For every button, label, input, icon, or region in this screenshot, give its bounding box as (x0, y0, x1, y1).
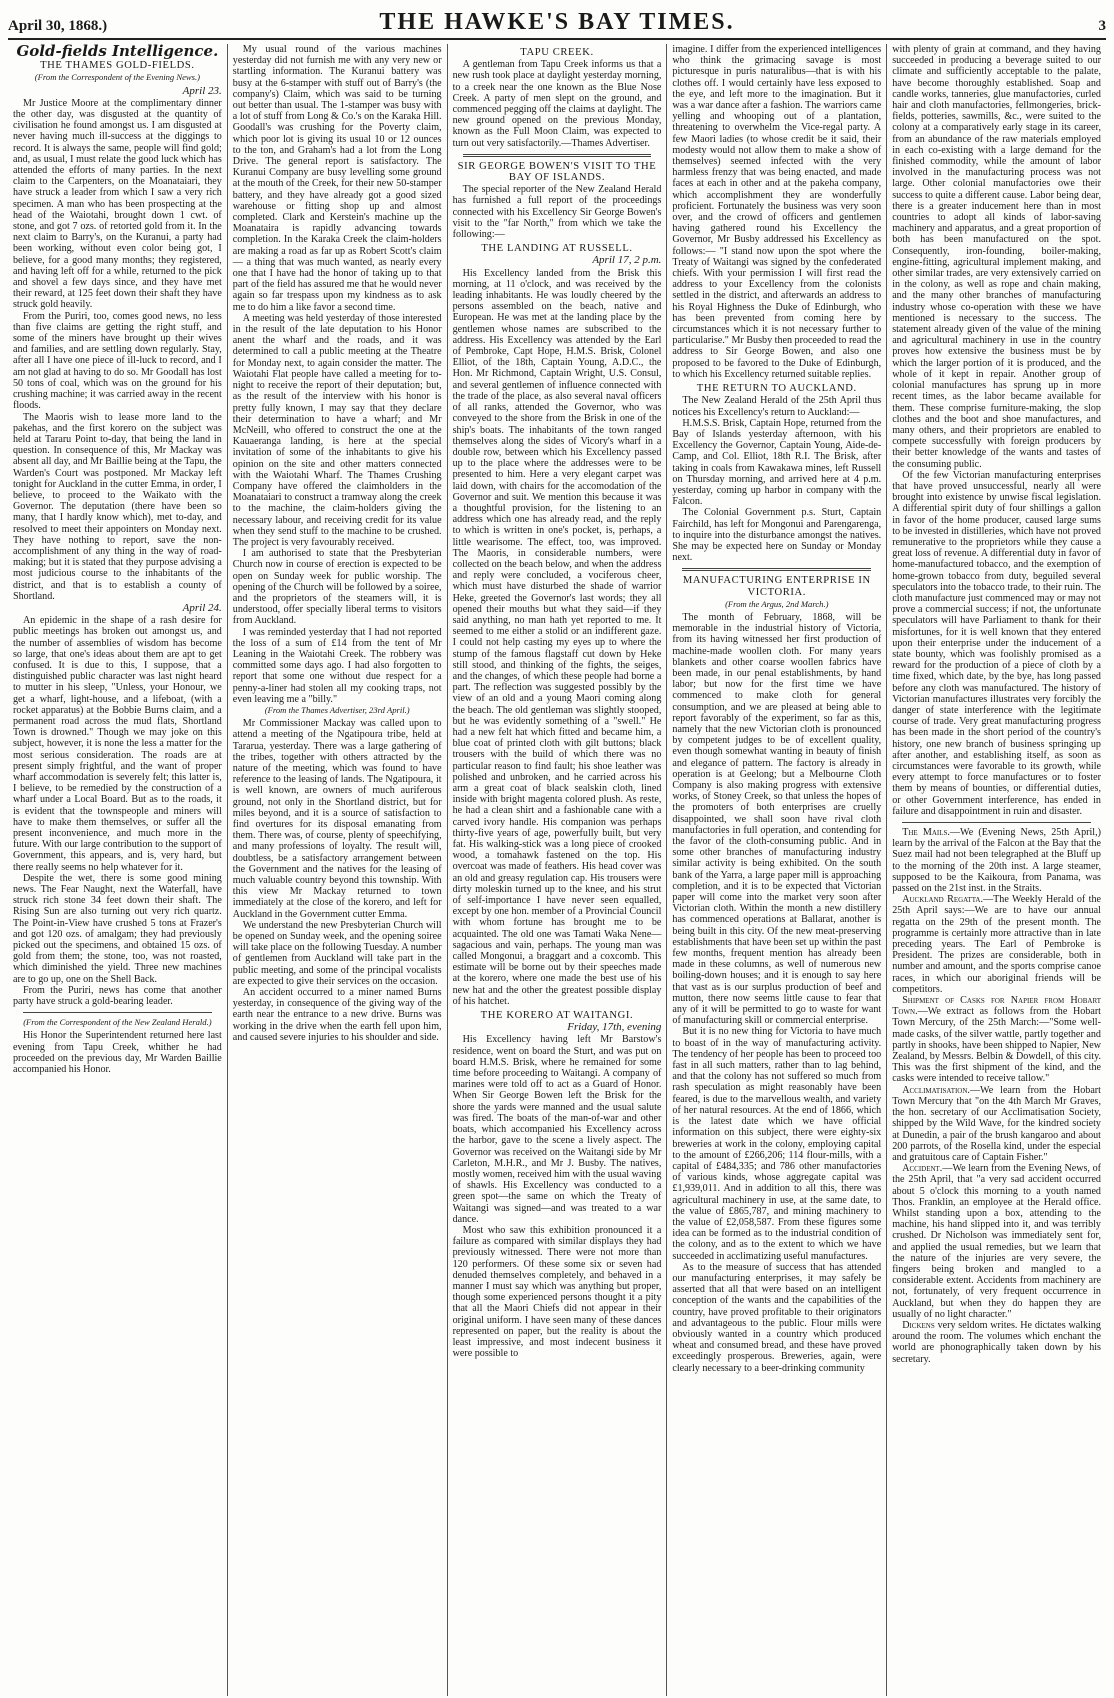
newspaper-title: THE HAWKE'S BAY TIMES. (379, 9, 735, 35)
dateline: April 17, 2 p.m. (592, 254, 662, 267)
article-heading-thames: THE THAMES GOLD-FIELDS. (40, 60, 195, 72)
paragraph: H.M.S.S. Brisk, Captain Hope, returned from the Bay of Islands yesterday afternoon, with his Excellency the Governor, Captain Young, Aide-de-Camp, and Col. Elliot, 18th R.I. The Brisk, after taking in coals from Kawakawa mines, left Russell on Thursday morning, and arrived here at 4 p.m. yesterday, coming up harbor in company with the Falcon. (672, 417, 882, 508)
dateline: April 24. (182, 601, 222, 614)
paragraph: His Excellency having left Mr Barstow's residence, went on board the Sturt, and was put on board H.M.S. Brisk, where he remained for some time before proceeding to Waitangi. A company of marines were told off to act as a Guard of Honor. When Sir George Bowen left the Brisk for the shore the yards were manned and the usual salute was fired. The boats of the man-of-war and other boats, which accompanied his Excellency across the harbor, gave to the scene a lively aspect. The Governor was received on the Waitangi side by Mr Carleton, M.H.R., and Mr J. Busby. The natives, mostly women, received him with the usual waving of shawls. His Excellency was conducted to a green spot—the same on which the Treaty of Waitangi was signed—and was treated to a war dance. (452, 1034, 662, 1225)
article-source: (From the Argus, 2nd March.) (725, 598, 829, 609)
paragraph: But it is no new thing for Victoria to have much to boast of in the way of manufacturing activity. The tendency of her people has been to proceed too fast in all such matters, rather than to lag behind, and that the colony has not suffered so much from rash speculation as might reasonably have been feared, is due to the marvellous wealth, and variety of her natural resources. At the end of 1866, which is the latest date which we have official information on this subject, there were eighty-six breweries at work in the colony, employing capital to the amount of £266,206; 114 flour-mills, with a capital of £484,335; and 786 other manufactories of various kinds, whose aggregate capital was £1,939,011. And in addition to all this, there was agricultural machinery in use, at the same date, to the value of £865,787, and mining machinery to the value of £2,058,587. From these figures some idea can be formed as to the industrial condition of the colony, and as to the extent to which we have succeeded in acclimatizing useful manufactures. (672, 1026, 882, 1262)
paragraph: His Excellency landed from the Brisk this morning, at 11 o'clock, and was received by the leading inhabitants. He was loudly cheered by the persons assembled on the beach, native and European. He was met at the landing place by the gentlemen whose names are subscribed to the address. His Excellency was attended by the Earl of Pembroke, Capt Hope, H.M.S. Brisk, Colonel Elliot, of the 18th, Captain Young, A.D.C., the Hon. Mr Richmond, Captain Wright, U.S. Consul, and several gentlemen of influence connected with the trade of the place, as also several naval officers of all ranks, attended the Governor, who was conveyed to the shore from the Brisk in one of the ship's boats. The inhabitants of the town ranged themselves along the sides of Vicory's wharf in a double row, between which his Excellency passed up to the place where the addresses were to be presented to him. Here a very elegant carpet was laid down, with chairs for the accomodation of the Governor and suit. We mention this because it was a thoughtful provision, for the listening to an address which one has already read, and the reply to which is written in one's pocket, is, perhaps, a little wearisome. The effect, too, was improved. The Maoris, in considerable numbers, were collected on the beach below, and when the address and reply were concluded, a vociferous cheer, which must have disturbed the shade of warrior Heke, greeted the Governor's last words; they all opened their mouths but what they said—if they said anything, no man hath yet reported to me. It seemed to me either a stolid or an indifferent gaze. I could not help casting my eyes up to where the stump of the famous flagstaff cut down by Heke still stood, and thinking of the fights, the seiges, and the changes, of which these people had borne a part. The reflection was suggested possibly by the view of an old and a young Maori coming along the beach. The old gentleman was slightly stooped, but he was evidently something of a "swell." He had a new felt hat which fitted and became him, a blue coat of printed cloth with gilt buttons; black trousers with the build of which there was no particular reason to find fault; his shoe leather was polished and unbroken, and he carried across his arm a great coat of black sealskin cloth, lined inside with bright magenta colored plush. As reste, he had a clean shirt and a fashionable cane with a carved ivory handle. His companion was perhaps thirty-five years of age, powerfully built, but very fat. His walking-stick was a long piece of crooked wood, a tomahawk fastened on the top. His overcoat was made of feathers. His head cover was an old and greasy regulation cap. His trousers were dirty moleskin turned up to the knee, and his strut of self-importance I have never seen equalled, except by one hon. member of a Provincial Council with whom fortune has brought me to be acquainted. The old one was Tamati Waka Nene—sagacious and vain, perhaps. The young man was called Mongonui, a braggart and a coxcomb. This estimate will be borne out by their speeches made at the korero, where one made the best use of his new hat and the other the greatest possible display of his hatchet. (452, 267, 662, 1007)
paragraph: The Colonial Government p.s. Sturt, Captain Fairchild, has left for Mongonui and Parengarenga, to inquire into the disturbance amongst the natives. She may be expected here on Sunday or Monday next. (672, 507, 882, 564)
column-4 (667, 44, 887, 1696)
dateline: Friday, 17th, evening (567, 1021, 662, 1034)
paragraph: A gentleman from Tapu Creek informs us that a new rush took place at daylight yesterday morning, to a creek near the one known as the Blue Nose Creek. A party of men slept on the ground, and commenced pegging off the claims at daylight. The new ground opened on the previous Monday, known as the Full Moon Claim, was expected to turn out very satisfactorily.—Thames Advertiser. (452, 59, 662, 149)
paragraph: From the Puriri, too, comes good news, no less than five claims are getting the right stuff, and some of the miners have brought up their wives and families, and are settling down regularly. Stay, after all I have one piece of ill-luck to record, and I am not glad at having to do so. Mr Goodall has lost 50 tons of coal, which was on the ground for his crushing machine; it was carried away in the recent floods. (13, 310, 222, 412)
paragraph: From the Puriri, news has come that another party have struck a gold-bearing leader. (13, 984, 222, 1008)
paragraph: His Honor the Superintendent returned here last evening from Tapu Creek, whither he had proceeded on the previous day, Mr Warden Baillie accompanied his Honor. (13, 1030, 222, 1076)
item-text: —We learn from the Hobart Town Mercury that "on the 4th March Mr Graves, the hon. secretary of our Acclimatisation Society, shipped by the Wild Wave, for the kindred society at Dunedin, a pair of the brush kangaroo and about 200 parrots, of the Rosella kind, under the especial and gratuitous care of Captain Fisher." (892, 1084, 1101, 1163)
paragraph: An accident occurred to a miner named Burns yesterday, in consequence of the giving way of the earth near the entrance to a new drive. Burns was working in the drive when the earth fell upon him, and caused severe injuries to his shoulder and side. (232, 987, 442, 1043)
article-source: (From the Correspondent of the Evening News.) (34, 72, 201, 83)
paragraph: A meeting was held yesterday of those interested in the result of the late deputation to his Honor anent the wharf and the roads, and it was determined to call a public meeting at the Theatre for Monday next, to again consider the matter. The Waiotahi Flat people have called a meeting for to-night to receive the report of their deputation; but, as the result of the interview with his honor is pretty fully known, I may say that they declare their determination to have a wharf; and Mr McNeill, who offered to construct the one at the Kauaeranga landing, is here at the special invitation of some of the inhabitants to give his opinion on the site and other matters connected with the Waiotahi Wharf. The Thames Crushing Company have offered the claimholders in the Moanataiari to construct a tramway along the creek to the machine, the claim-holders giving the necessary labour, and receiving credit for its value when they send stuff to the machine to be crushed. The project is very favourably received. (232, 312, 442, 548)
article-source: (From the Thames Advertiser, 23rd April.) (264, 704, 410, 715)
article-heading-manufacturing: MANUFACTURING ENTERPRISE IN VICTORIA. (682, 575, 871, 598)
column-5 (887, 44, 1106, 1696)
paragraph: Of the few Victorian manufacturing enterprises that have proved unsuccessful, nearly all were brought into existence by unwise fiscal legislation. A differential spirit duty of four shillings a gallon in favor of the home producer, caused large sums to be invested in distilleries, which have not proved remunerative to the proprietors while they cause a great loss of revenue. A differential duty in favor of home-manufactured tobacco, and the exemption of home-grown tobacco from duty, beguiled several speculators into the tobacco trade, to their ruin. The cloth manufacture just commenced may or may not prove a commercial success; if not, the unfortunate speculators will have Parliament to thank for their misfortunes, for it is well known that they entered upon their enterprise under the inducement of a state bounty, which was foolishly promised as a reward for the production of a piece of cloth by a time fixed, which date, by the bye, has long passed before any cloth was manufactured. The history of Victorian manufactures illustrates very forcibly the danger of state interference with the legitimate course of trade. Very great manufacturing progress has been made in the short period of the country's history, one new branch of business springing up after another, and establishing itself, as soon as circumstances were favorable to its growth, while every attempt to force manufactures or to foster them by means of bounties, or differential duties, or other Government interference, has ended in failure and disappointment in ruin and disaster. (892, 469, 1101, 817)
paragraph: I was reminded yesterday that I had not reported the loss of a sum of £14 from the tent of Mr Leaning in the Waiotahi Creek. The robbery was committed some days ago. I had also forgotten to report that some one without due respect for a penny-a-liner had stolen all my cooking traps, not even leaving me a "billy." (232, 626, 442, 705)
paragraph: As to the measure of success that has attended our manufacturing enterprises, it may safely be asserted that all that were based on an intelligent conception of the wants and the capabilities of the country, have proved profitable to their originators and advantageous to the public. Flour mills were obviously wanted in a country which produced wheat and consumed bread, and these have proved exceedingly prosperous. Breweries, again, were clearly necessary to a beer-drinking community (672, 1261, 882, 1374)
issue-date: April 30, 1868.) (8, 18, 108, 34)
article-heading-governor-visit: SIR GEORGE BOWEN'S VISIT TO THE BAY OF ISLANDS. (457, 160, 657, 184)
paragraph: The New Zealand Herald of the 25th April thus notices his Excellency's return to Auckland:— (672, 395, 882, 418)
paragraph: Mr Justice Moore at the complimentary dinner the other day, was disgusted at the quantity of civilisation he found amongst us. I am disgusted at never having much ill-success at the diggings to record. It is always the same, people will find gold; and, as usual, I must relate the good luck which has attended the efforts of many parties. In the next claim to the Carpenters, on the Moanataiari, they have struck a leader from which I saw a very rich specimen. A man who has been prospecting at the head of the Waiotahi, brought down 1 cwt. of stone, and got 7 ozs. of retorted gold from it. In the next claim to Barry's, on the Kuranui, a party had been working, without even color being got, I believe, for a good many months; they registered, and having left off for a while, returned to the pick and shovel a few days since, and they have met their reward, at 125 feet down their shaft they have struck gold heavily. (13, 97, 222, 311)
paragraph: Most who saw this exhibition pronounced it a failure as compared with similar displays they had previously witnessed. There were not more than 120 performers. Of these some six or seven had denuded themselves completely, and behaved in a manner I must say which was anything but proper, though some experienced persons thought it a pity that all the Maori Chiefs did not appear in their original uniform. I have seen many of these dances represented on paper, but the reality is about the least impressive, and most indecent business it were possible to (452, 1224, 662, 1360)
divider (682, 568, 871, 571)
columns (8, 44, 1106, 1696)
news-item-mails (892, 827, 1101, 894)
column-1 (8, 44, 228, 1696)
news-item-regatta (892, 894, 1101, 995)
column-3 (448, 44, 668, 1696)
item-lead: Acclimatisation. (902, 1084, 970, 1096)
paragraph: Despite the wet, there is some good mining news. The Fear Naught, next the Waterfall, have struck rich stone 34 feet down their shaft. The Rising Sun are also turning out very rich quartz. The Point-in-View have crushed 5 tons at Frazer's and got 120 ozs. of amalgam; they had previously picked out the specimens, and obtained 15 ozs. of gold from them; the stone, too, was not roasted, which diminished the yield. Three new machines are to go up, one on the Shell Back. (13, 872, 222, 985)
item-lead: The Mails. (902, 827, 950, 839)
divider (463, 154, 652, 157)
item-text: very seldom writes. He dictates walking around the room. The volumes which enchant the world are phonographically taken down by his secretary. (892, 1319, 1101, 1365)
paragraph: The special reporter of the New Zealand Herald has furnished a full report of the proceedings connected with his Excellency Sir George Bowen's visit to the "far North," from which we take the following:— (452, 184, 662, 241)
item-text: —We learn from the Evening News, of the 25th April, that "a very sad accident occurred about 5 o'clock this morning to a youth named Thos. Franklin, an employee at the Herald office. Whilst standing upon a box, attending to the machine, his hand slipped into it, and was terribly crushed. Dr Nicholson was immediately sent for, and applied the usual remedies, but we learn that the nature of the injuries are very severe, the fingers being broken and mangled to a considerable extent. Accidents from machinery are not, fortunately, of very frequent occurrence in Auckland, but when they do happen they are usually of no light character." (892, 1163, 1101, 1320)
news-item-dickens (892, 1320, 1101, 1365)
item-text: —We extract as follows from the Hobart Town Mercury, of the 25th March:—"Some well-made casks, of the silver wattle, partly together and partly in shooks, have been shipped to Napier, New Zealand, by Messrs. Belbin & Dowdell, of this city. This was the first shipment of the kind, and the casks were intended to receive tallow." (892, 1006, 1101, 1085)
news-item-acclimatisation (892, 1085, 1101, 1163)
paragraph: My usual round of the various machines yesterday did not furnish me with any very new or startling information. The Kuranui battery was busy at the 6-stamper with stuff out of Barry's (the company's) Claim, which was said to be turning out better than usual. The 1-stamper was busy with a lot of stuff from Long & Co.'s on the Karaka Hill. Goodall's was crushing for the Poverty claim, which poor lot is giving its usual 10 or 12 ounces to the ton, and Graham's had a lot from the Long Drive. The general report is satisfactory. The Kuranui Company are busy levelling some ground at the mouth of the Creek, for their new 50-stamper battery, and they have already got a good sized warehouse or fitting shop up and almost completed. Clark and Kerstein's machine up the Moanataira is rapidly advancing towards completion. In the Karaka Creek the claim-holders are making a road as far up as Robert Scott's claim — a thing that was much wanted, as nearly every one that I have had the honor of taking up to that part of the field has assured me that he would never again so far trespass upon my kindness as to ask me to do him a like favor a second time. (232, 44, 442, 313)
item-lead: Accident. (902, 1163, 943, 1175)
subheading-landing: THE LANDING AT RUSSELL. (481, 243, 633, 255)
divider (23, 1012, 212, 1013)
paragraph: The month of February, 1868, will be memorable in the industrial history of Victoria, from its having witnessed her first production of machine-made woollen cloth. For many years blankets and other coarse woollen fabrics have been made, in our penal establishments, by hand labor; but now for the first time we have commenced to make cloth for general consumption, and we are pleased at being able to report favorably of the experiment, so far as this, namely that the new Victorian cloth is pronounced by competent judges to be of excellent quality, even though somewhat wanting in beauty of finish and elegance of pattern. The factory is already in operation is at Geelong; but a Melbourne Cloth Company is also making progress with extensive works, of Stoney Creek, so that unless the hopes of the promoters of both enterprises are cruelly disappointed, we shall soon have rival cloth manufactories in full operation, and contending for the favor of the cloth-consuming public. And in some other branches of manufacturing industry similar activity is being exhibited. On the south bank of the Yarra, a large paper mill is approaching completion, and it is to be expected that Victorian paper will come into the market very soon after Victorian cloth. Within the month a new distillery has commenced operations at Ballarat, another is being built in this city. Of the new meat-preserving establishments that have been set up within the past few months, frequent mention has already been made in these columns, as well of numerous new boiling-down houses; and it is enough to say here that vast as is our surplus production of beef and mutton, there now seems little cause to fear that any of it will be permitted to go to waste for want of manufacturing skill or commercial enterprise. (672, 611, 882, 1027)
paragraph: with plenty of grain at command, and they having succeeded in producing a beverage suited to our climate and sufficiently acceptable to the palate, have become thoroughly established. Soap and candle works, tanneries, glue manufactories, curled hair and cloth manufactories, fellmongeries, brick-fields, potteries, sawmills, &c., were suited to the colony at a comparatively early stage in its career, from an abundance of the raw materials employed in each co-existing with a large demand for the finished commodity, while the amount of labor involved in the manufacturing process was not large. Other colonial manufactories owe their success to quite a different cause. Labor being dear, there is a greater inducement here than in most countries to adopt all kinds of labor-saving machinery and apparatus, and a great proportion of both has been manufactured on the spot. Consequently, iron-founding, boiler-making, engine-fitting, agricultural implement making, and other similar trades, are very extensively carried on in the colony, as well as rope and chain making, and the many other branches of manufacturing industry whose co-operation with these we have mentioned is necessary to the success. The statement already given of the value of the mining and agricultural machinery in use in the country proves how extensive the business must be by which the larger portion of it is produced, and the whole of it kept in repair. Another group of colonial manufactures has sprung up in more recent times, as the labor became available for them. These comprise furniture-making, the slop clothes and the boot and shoe manufactures, and many others, and their proprietors are enabled to compete successfully with foreign producers by their better knowledge of the wants and tastes of the consuming public. (892, 44, 1101, 470)
dateline: April 23. (182, 84, 222, 97)
divider (902, 822, 1091, 823)
masthead (8, 4, 1106, 40)
item-text: —We (Evening News, 25th April,) learn by the arrival of the Falcon at the Bay that the Suez mail had not been telegraphed at the Bluff up to the morning of the 20th inst. A large steamer, supposed to be the Kaikoura, from Panama, was passed on the 21st inst. in the Straits. (892, 827, 1101, 895)
item-lead: Dickens (902, 1319, 935, 1331)
paragraph: The Maoris wish to lease more land to the pakehas, and the first korero on the subject was held at Tararu Point to-day, that being the land in question. In consequence of this, Mr Mackay was absent all day, and Mr Baillie being at the Tapu, the Warden's Court was postponed. Mr Mackay left tonight for Auckland in the cutter Emma, in order, I believe, to proceed to the Waikato with the Governor. The deputation (there have been so many, that I hardly know which), met to-day, and resolved to meet their appointers on Monday next. They have nothing to report, save the non-accomplishment of any thing in the way of road-making; but it is stated that they purpose advising a most judicious course to the inhabitants of the district, and that is to establish a county of Shortland. (13, 411, 222, 602)
paragraph: We understand the new Presbyterian Church will be opened on Sunday week, and the opening soiree will take place on the following Tuesday. A number of gentlemen from Auckland will take part in the public meeting, and some of the principal vocalists are expected to give their services on the occasion. (232, 919, 442, 987)
paragraph: Mr Commissioner Mackay was called upon to attend a meeting of the Ngatipoura tribe, held at Tararua, yesterday. There was a large gathering of the tribes, together with others attracted by the nature of the meeting, which was found to have reference to the leasing of lands. The Ngatipoura, it is well known, are owners of much auriferous ground, not only in the Shortland district, but for miles beyond, and it is a source of satisfaction to find overtures for its disposal emanating from them. There was, of course, plenty of speechifying, and many professions of loyalty. The result will, doubtless, be a satisfactory arrangement between the Government and the natives for the leasing of much valuable country beyond this township. With this view Mr Mackay returned to town immediately at the close of the korero, and left for Auckland in the Government cutter Emma. (232, 718, 442, 920)
paragraph: An epidemic in the shape of a rash desire for public meetings has broken out amongst us, and the number of assemblies of wisdom has become so large, that one's ideas about them are apt to get confused. It is due to this, I suppose, that a distinguished public character was last night heard to mutter in his sleep, "Unless, your Honour, we get a wharf, light-house, and a lifeboat, (with a rocket apparatus) at the Bobbie Burns claim, and a permanent road across the mud flats, Shortland Town is drowned." Though we may joke on this subject, however, it is none the less a matter for the most serious consideration. The roads are at present simply frightful, and the want of proper wharf accommodation is severely felt; this latter is, I believe, to be remedied by the construction of a wharf under a Local Board. But as to the roads, it is evident that the townspeople and miners will have to make them themselves, or suffer all the present inconvenience, and much more in the future. With our large contribution to the support of Government, this appears, and is, very hard, but there really seems no help whatever for it. (13, 615, 222, 873)
paragraph: I am authorised to state that the Presbyterian Church now in course of erection is expected to be open on Sunday week for public worship. The opening of the Church will be followed by a soiree, and the proprietors of the steamers will, it is understood, offer specially liberal terms to visitors from Auckland. (232, 548, 442, 627)
subheading-return: THE RETURN TO AUCKLAND. (696, 383, 857, 395)
article-heading-tapu: TAPU CREEK. (520, 47, 594, 58)
section-title: Gold-fields Intelligence. (16, 44, 219, 60)
item-lead: Shipment of Casks for Napier from Hobart Town. (892, 995, 1101, 1018)
item-text: —The Weekly Herald of the 25th April says:—We are to have our annual regatta on the 29th of the present month. The programme is certainly more attractive than in late preceding years. The Earl of Pembroke is President. The prizes are considerable, both in number and amount, and the sports comprise canoe races, in which our aboriginal friends will be competitors. (892, 894, 1101, 995)
subheading-korero: THE KORERO AT WAITANGI. (480, 1010, 634, 1022)
news-item-accident (892, 1163, 1101, 1320)
item-lead: Auckland Regatta. (902, 894, 984, 906)
news-item-casks (892, 995, 1101, 1085)
page-number: 3 (1098, 18, 1106, 34)
column-2 (228, 44, 448, 1696)
article-source: (From the Correspondent of the New Zealand Herald.) (23, 1017, 212, 1028)
paragraph: imagine. I differ from the experienced intelligences who think the grimacing savage is most picturesque in puris naturalibus—that is with his clothes off. I would certainly have less exposed to the eye, and left more to the imagination. But it was a war dance after a fashion. The warriors came yelling and whooping out of a plantation, threatening to overwhelm the Vice-regal party. A few Maori ladies (to whose credit be it said, their modesty would not allow them to make a show of themselves) seemed infected with the very harmless frenzy that was being enacted, and made faces at each in other and at the pakeha company, which accomplishment they are wonderfully proficient. Fortunately the business was very soon over, and the crowd of officers and gentlemen having gathered round his Excellency the Governor, Mr Busby addressed his Excellency as follows:— "I stand now upon the spot where the Treaty of Waitangi was signed by the confederated chiefs. With your permission I will first read the address to your Excellency from the colonists settled in the district, and afterwards an address to his Royal Highness the Duke of Edinburgh, who has been prevented from coming here by circumstances which it is not necessary further to particularise." Mr Busby then proceeded to read the address to Sir George Bowen, and also one proposed to be favored to the Duke of Edinburgh, to which his Excellency returned suitable replies. (672, 44, 882, 380)
